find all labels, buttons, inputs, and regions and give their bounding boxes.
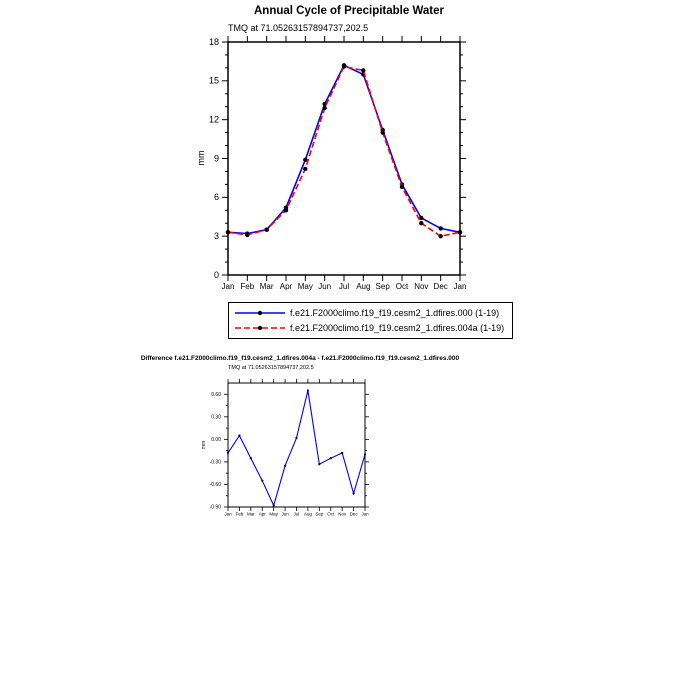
legend-line-sample <box>234 307 286 319</box>
difference-chart-plot <box>198 374 374 522</box>
data-point-marker <box>318 463 320 465</box>
data-point-marker <box>227 452 229 454</box>
x-tick-label: Jan <box>361 511 369 517</box>
y-tick-label: -0.30 <box>209 459 221 466</box>
data-point-marker <box>353 492 355 494</box>
legend-line-sample <box>234 322 286 334</box>
legend-label: f.e21.F2000climo.f19_f19.cesm2_1.dfires.000 (1-19) <box>290 307 500 318</box>
x-tick-label: May <box>297 282 313 291</box>
data-point-marker <box>364 453 366 455</box>
y-tick-label: 18 <box>208 36 219 47</box>
y-tick-label: -0.60 <box>209 482 221 489</box>
y-tick-label: 12 <box>208 114 219 125</box>
data-point-marker <box>323 106 327 110</box>
series-line <box>228 65 460 233</box>
difference-chart-title: Difference f.e21.F2000climo.f19_f19.cesm2_1.dfires.004a - f.e21.F2000climo.f19_f19.cesm2_1.dfires.000 <box>140 355 460 362</box>
series-line <box>228 391 365 506</box>
y-tick-label: 0.30 <box>211 414 221 421</box>
y-axis-label: mm <box>196 150 206 166</box>
x-tick-label: Aug <box>303 511 312 517</box>
y-tick-label: 9 <box>213 153 219 164</box>
x-tick-label: Jun <box>281 511 289 517</box>
x-tick-label: Dec <box>349 511 358 517</box>
data-point-marker <box>400 185 404 189</box>
x-tick-label: Dec <box>433 282 448 291</box>
data-point-marker <box>330 457 332 459</box>
data-point-marker <box>419 221 423 225</box>
x-tick-label: Mar <box>246 511 255 517</box>
data-point-marker <box>226 230 230 234</box>
data-point-marker <box>273 504 275 506</box>
data-point-marker <box>458 230 462 234</box>
y-tick-label: 3 <box>213 231 219 242</box>
legend-marker <box>258 325 262 329</box>
plot-frame <box>228 383 365 507</box>
y-tick-label: 0.60 <box>211 391 221 398</box>
data-point-marker <box>439 234 443 238</box>
x-tick-label: Jan <box>453 282 467 291</box>
data-point-marker <box>284 208 288 212</box>
x-tick-label: Oct <box>395 282 409 291</box>
series-line <box>228 67 460 237</box>
legend-item <box>234 305 504 320</box>
x-tick-label: Jul <box>293 511 300 517</box>
x-tick-label: Nov <box>414 282 429 291</box>
x-tick-label: Apr <box>258 511 266 517</box>
x-tick-label: Oct <box>327 511 335 517</box>
legend-item <box>234 320 504 335</box>
x-tick-label: Feb <box>235 511 244 517</box>
data-point-marker <box>361 68 365 72</box>
data-point-marker <box>341 452 343 454</box>
main-chart-plot <box>190 36 482 298</box>
data-point-marker <box>284 465 286 467</box>
x-tick-label: Mar <box>259 282 274 291</box>
data-point-marker <box>342 64 346 68</box>
data-point-marker <box>307 389 309 391</box>
x-tick-label: Jul <box>338 282 350 291</box>
data-point-marker <box>261 480 263 482</box>
y-tick-label: 15 <box>208 75 219 86</box>
x-tick-label: Apr <box>279 282 293 291</box>
legend-label: f.e21.F2000climo.f19_f19.cesm2_1.dfires.004a (1-19) <box>290 322 505 333</box>
y-tick-label: 0 <box>213 269 219 280</box>
main-chart-title: Annual Cycle of Precipitable Water <box>253 5 444 17</box>
x-tick-label: Sep <box>375 282 390 291</box>
x-tick-label: Jan <box>224 511 232 517</box>
y-tick-label: 6 <box>213 192 219 203</box>
data-point-marker <box>303 158 307 162</box>
data-point-marker <box>238 435 240 437</box>
y-tick-label: 0.00 <box>211 436 221 443</box>
data-point-marker <box>250 457 252 459</box>
x-tick-label: Jan <box>221 282 235 291</box>
x-tick-label: Jun <box>318 282 332 291</box>
difference-chart-subtitle: TMQ at 71.05263157894737,202.5 <box>228 365 314 371</box>
data-point-marker <box>265 228 269 232</box>
data-point-marker <box>381 130 385 134</box>
plot-frame <box>228 42 460 275</box>
y-axis-label: mm <box>201 440 207 450</box>
x-tick-label: Aug <box>356 282 371 291</box>
y-tick-label: -0.90 <box>209 504 221 511</box>
x-tick-label: Nov <box>338 511 347 517</box>
legend-marker <box>258 310 262 314</box>
data-point-marker <box>439 226 443 230</box>
data-point-marker <box>295 437 297 439</box>
data-point-marker <box>245 233 249 237</box>
x-tick-label: Sep <box>315 511 324 517</box>
x-tick-label: Feb <box>240 282 255 291</box>
main-chart-subtitle: TMQ at 71.05263157894737,202.5 <box>228 23 369 33</box>
data-point-marker <box>303 167 307 171</box>
x-tick-label: May <box>269 511 278 517</box>
legend-box <box>228 302 513 339</box>
